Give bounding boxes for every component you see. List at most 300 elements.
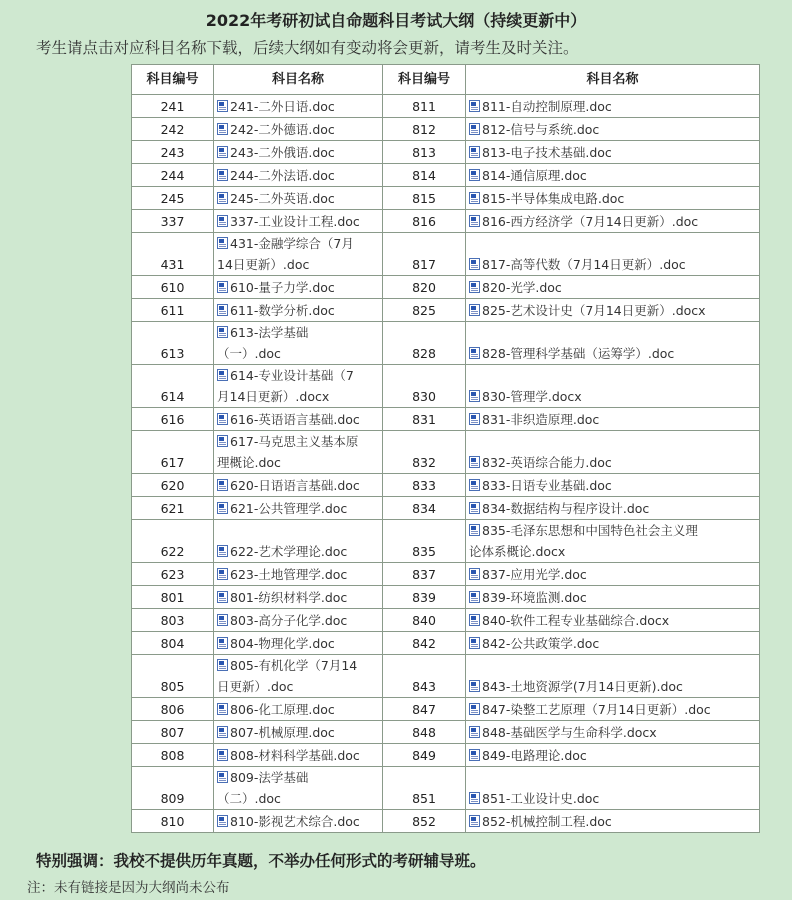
subject-file-link[interactable]	[469, 346, 674, 361]
table-row	[132, 586, 760, 609]
file-name: 804-物理化学.doc	[230, 636, 335, 651]
subject-file-cell-right	[466, 632, 760, 655]
file-name: 851-工业设计史.doc	[482, 791, 600, 806]
subject-file-link[interactable]	[469, 412, 599, 427]
subject-file-link[interactable]	[469, 501, 649, 516]
subject-file-cell-left	[214, 474, 383, 497]
subject-file-cell-right	[466, 431, 760, 474]
subject-file-cell-left	[214, 164, 383, 187]
subject-code-left: 431	[132, 233, 214, 276]
file-name: 811-自动控制原理.doc	[482, 99, 612, 114]
subject-file-link[interactable]	[469, 814, 612, 829]
subject-file-link[interactable]	[469, 214, 698, 229]
table-row	[132, 141, 760, 164]
subject-file-cell-right	[466, 233, 760, 276]
table-row	[132, 276, 760, 299]
word-doc-icon	[469, 390, 480, 402]
subject-file-link[interactable]	[469, 636, 599, 651]
subject-file-cell-left	[214, 609, 383, 632]
subject-file-cell-left	[214, 210, 383, 233]
subject-file-link[interactable]	[217, 303, 335, 318]
file-name: 808-材料科学基础.doc	[230, 748, 360, 763]
file-name: 610-量子力学.doc	[230, 280, 335, 295]
file-name: 621-公共管理学.doc	[230, 501, 348, 516]
intro-text: 考生请点击对应科目名称下载，后续大纲如有变动将会更新，请考生及时关注。	[36, 39, 579, 57]
file-name: 825-艺术设计史（7月14日更新）.docx	[482, 303, 706, 318]
subject-file-cell-right	[466, 563, 760, 586]
subject-file-cell-right	[466, 520, 760, 563]
subject-code-left: 810	[132, 810, 214, 833]
subject-code-left: 610	[132, 276, 214, 299]
file-name-line-2: （二）.doc	[217, 791, 281, 806]
table-row	[132, 408, 760, 431]
header-name-right: 科目名称	[466, 65, 760, 95]
file-name: 839-环境监测.doc	[482, 590, 587, 605]
subject-file-cell-left	[214, 655, 383, 698]
page-title: 2022年考研初试自命题科目考试大纲（持续更新中）	[205, 11, 587, 30]
subject-file-cell-left	[214, 520, 383, 563]
subject-code-right: 812	[383, 118, 466, 141]
subject-file-link[interactable]	[217, 636, 335, 651]
word-doc-icon	[217, 169, 228, 181]
subject-code-right: 843	[383, 655, 466, 698]
subject-file-link[interactable]	[469, 303, 706, 318]
word-doc-icon	[217, 815, 228, 827]
subject-file-link[interactable]	[469, 567, 587, 582]
subject-code-left: 620	[132, 474, 214, 497]
subject-file-link[interactable]	[217, 191, 335, 206]
subject-file-link[interactable]	[217, 613, 347, 628]
subject-file-link[interactable]	[469, 145, 612, 160]
subject-code-right: 851	[383, 767, 466, 810]
subject-file-link[interactable]	[469, 748, 587, 763]
subject-file-link[interactable]	[469, 702, 711, 717]
subject-file-link[interactable]	[217, 168, 335, 183]
file-name: 623-土地管理学.doc	[230, 567, 348, 582]
subject-file-link[interactable]	[217, 99, 335, 114]
subject-file-link[interactable]	[469, 257, 686, 272]
subject-code-right: 852	[383, 810, 466, 833]
file-name: 842-公共政策学.doc	[482, 636, 600, 651]
file-name-line-1	[217, 431, 379, 452]
subject-file-link[interactable]	[469, 99, 612, 114]
file-name: 244-二外法语.doc	[230, 168, 335, 183]
subject-file-cell-left	[214, 632, 383, 655]
subject-file-link[interactable]	[217, 567, 347, 582]
subject-file-link[interactable]	[217, 478, 360, 493]
subject-file-cell-left	[214, 118, 383, 141]
subject-code-left: 241	[132, 95, 214, 118]
file-name: 805-有机化学（7月14	[230, 658, 358, 673]
word-doc-icon	[469, 637, 480, 649]
table-row	[132, 497, 760, 520]
file-name: 820-光学.doc	[482, 280, 562, 295]
subject-code-left: 623	[132, 563, 214, 586]
table-row	[132, 95, 760, 118]
file-name-line-2: 月14日更新）.docx	[217, 389, 330, 404]
file-name-line-2: 14日更新）.doc	[217, 257, 310, 272]
table-row	[132, 187, 760, 210]
file-name-line-2: （一）.doc	[217, 346, 281, 361]
subject-code-left: 337	[132, 210, 214, 233]
file-name-line-1	[469, 520, 756, 541]
file-name: 616-英语语言基础.doc	[230, 412, 360, 427]
subject-code-right: 820	[383, 276, 466, 299]
subject-file-cell-right	[466, 474, 760, 497]
file-name-line-2: 论体系概论.docx	[469, 544, 566, 559]
word-doc-icon	[217, 100, 228, 112]
table-row	[132, 164, 760, 187]
subject-file-link[interactable]	[217, 412, 360, 427]
word-doc-icon	[469, 146, 480, 158]
subject-file-link[interactable]	[217, 431, 379, 473]
header-code-right: 科目编号	[383, 65, 466, 95]
subject-code-left: 244	[132, 164, 214, 187]
subject-file-cell-left	[214, 187, 383, 210]
subject-file-cell-left	[214, 563, 383, 586]
special-notice: 特别强调：我校不提供历年真题，不举办任何形式的考研辅导班。	[36, 852, 486, 870]
word-doc-icon	[469, 100, 480, 112]
word-doc-icon	[217, 146, 228, 158]
subject-code-left: 808	[132, 744, 214, 767]
word-doc-icon	[469, 413, 480, 425]
subject-file-cell-right	[466, 276, 760, 299]
word-doc-icon	[217, 545, 228, 557]
file-name: 622-艺术学理论.doc	[230, 544, 348, 559]
word-doc-icon	[217, 771, 228, 783]
word-doc-icon	[217, 703, 228, 715]
subject-code-right: 847	[383, 698, 466, 721]
word-doc-icon	[469, 192, 480, 204]
word-doc-icon	[217, 591, 228, 603]
subject-file-cell-left	[214, 431, 383, 474]
table-row	[132, 609, 760, 632]
subject-file-cell-left	[214, 721, 383, 744]
table-row	[132, 655, 760, 698]
file-name: 852-机械控制工程.doc	[482, 814, 612, 829]
file-name: 835-毛泽东思想和中国特色社会主义理	[482, 523, 698, 538]
file-name: 617-马克思主义基本原	[230, 434, 359, 449]
subject-file-link[interactable]	[217, 702, 335, 717]
word-doc-icon	[469, 304, 480, 316]
subject-code-right: 832	[383, 431, 466, 474]
subject-file-link[interactable]	[469, 122, 599, 137]
subject-file-link[interactable]	[217, 501, 347, 516]
subject-code-right: 830	[383, 365, 466, 408]
subject-file-cell-right	[466, 141, 760, 164]
subject-file-link[interactable]	[217, 322, 379, 364]
file-name-line-1	[217, 767, 379, 788]
syllabus-table	[131, 64, 760, 833]
subject-code-right: 839	[383, 586, 466, 609]
word-doc-icon	[217, 435, 228, 447]
subject-file-link[interactable]	[469, 590, 587, 605]
file-name: 812-信号与系统.doc	[482, 122, 600, 137]
table-row	[132, 744, 760, 767]
file-name: 245-二外英语.doc	[230, 191, 335, 206]
word-doc-icon	[469, 815, 480, 827]
subject-code-right: 816	[383, 210, 466, 233]
subject-file-link[interactable]	[469, 280, 562, 295]
file-name: 241-二外日语.doc	[230, 99, 335, 114]
file-name: 843-土地资源学(7月14日更新).doc	[482, 679, 683, 694]
subject-file-link[interactable]	[469, 791, 599, 806]
word-doc-icon	[469, 614, 480, 626]
subject-file-link[interactable]	[469, 168, 587, 183]
subject-code-right: 815	[383, 187, 466, 210]
subject-code-right: 833	[383, 474, 466, 497]
word-doc-icon	[217, 237, 228, 249]
header-name-left: 科目名称	[214, 65, 383, 95]
subject-file-cell-right	[466, 810, 760, 833]
file-name: 810-影视艺术综合.doc	[230, 814, 360, 829]
subject-file-cell-left	[214, 698, 383, 721]
file-name-line-1	[217, 322, 379, 343]
file-name: 815-半导体集成电路.doc	[482, 191, 625, 206]
subject-file-link[interactable]	[469, 191, 624, 206]
footnote: 注：未有链接是因为大纲尚未公布	[27, 880, 230, 896]
word-doc-icon	[217, 192, 228, 204]
word-doc-icon	[217, 326, 228, 338]
subject-file-cell-left	[214, 497, 383, 520]
word-doc-icon	[217, 215, 228, 227]
file-name: 243-二外俄语.doc	[230, 145, 335, 160]
subject-code-left: 801	[132, 586, 214, 609]
word-doc-icon	[217, 369, 228, 381]
table-header-row	[132, 65, 760, 95]
subject-code-left: 622	[132, 520, 214, 563]
subject-file-link[interactable]	[469, 389, 582, 404]
subject-file-link[interactable]	[217, 590, 347, 605]
word-doc-icon	[469, 703, 480, 715]
word-doc-icon	[217, 281, 228, 293]
word-doc-icon	[217, 304, 228, 316]
subject-code-right: 849	[383, 744, 466, 767]
subject-file-cell-left	[214, 586, 383, 609]
subject-file-link[interactable]	[217, 544, 347, 559]
file-name-line-2: 理概论.doc	[217, 455, 281, 470]
word-doc-icon	[217, 726, 228, 738]
subject-file-link[interactable]	[217, 748, 360, 763]
file-name: 242-二外德语.doc	[230, 122, 335, 137]
word-doc-icon	[469, 281, 480, 293]
file-name: 803-高分子化学.doc	[230, 613, 348, 628]
subject-code-left: 243	[132, 141, 214, 164]
file-name: 620-日语语言基础.doc	[230, 478, 360, 493]
word-doc-icon	[469, 258, 480, 270]
table-row	[132, 563, 760, 586]
word-doc-icon	[217, 568, 228, 580]
table-row	[132, 698, 760, 721]
subject-file-cell-right	[466, 767, 760, 810]
table-row	[132, 233, 760, 276]
word-doc-icon	[469, 123, 480, 135]
table-row	[132, 365, 760, 408]
file-name: 831-非织造原理.doc	[482, 412, 600, 427]
subject-code-left: 245	[132, 187, 214, 210]
subject-file-cell-right	[466, 187, 760, 210]
word-doc-icon	[469, 749, 480, 761]
table-row	[132, 299, 760, 322]
file-name: 337-工业设计工程.doc	[230, 214, 360, 229]
subject-file-link[interactable]	[217, 365, 379, 407]
file-name: 828-管理科学基础（运筹学）.doc	[482, 346, 675, 361]
subject-file-link[interactable]	[217, 233, 379, 275]
subject-code-right: 825	[383, 299, 466, 322]
subject-file-cell-left	[214, 767, 383, 810]
word-doc-icon	[217, 659, 228, 671]
file-name: 849-电路理论.doc	[482, 748, 587, 763]
table-row	[132, 810, 760, 833]
header-code-left: 科目编号	[132, 65, 214, 95]
file-name: 834-数据结构与程序设计.doc	[482, 501, 650, 516]
file-name: 814-通信原理.doc	[482, 168, 587, 183]
file-name: 614-专业设计基础（7	[230, 368, 354, 383]
word-doc-icon	[469, 591, 480, 603]
subject-file-cell-right	[466, 497, 760, 520]
subject-code-left: 805	[132, 655, 214, 698]
word-doc-icon	[217, 502, 228, 514]
subject-code-left: 807	[132, 721, 214, 744]
subject-file-cell-left	[214, 810, 383, 833]
subject-file-cell-left	[214, 744, 383, 767]
word-doc-icon	[217, 637, 228, 649]
subject-file-link[interactable]	[469, 520, 756, 562]
subject-code-left: 806	[132, 698, 214, 721]
subject-file-cell-right	[466, 95, 760, 118]
subject-code-right: 842	[383, 632, 466, 655]
word-doc-icon	[469, 726, 480, 738]
subject-code-right: 817	[383, 233, 466, 276]
subject-code-left: 611	[132, 299, 214, 322]
subject-file-cell-right	[466, 586, 760, 609]
subject-file-link[interactable]	[217, 814, 360, 829]
file-name: 806-化工原理.doc	[230, 702, 335, 717]
word-doc-icon	[469, 524, 480, 536]
table-row	[132, 210, 760, 233]
subject-code-left: 617	[132, 431, 214, 474]
subject-file-link[interactable]	[217, 725, 335, 740]
subject-code-left: 616	[132, 408, 214, 431]
subject-code-right: 834	[383, 497, 466, 520]
subject-code-right: 813	[383, 141, 466, 164]
word-doc-icon	[217, 614, 228, 626]
word-doc-icon	[469, 479, 480, 491]
subject-file-link[interactable]	[469, 455, 612, 470]
file-name: 813-电子技术基础.doc	[482, 145, 612, 160]
subject-file-link[interactable]	[217, 280, 335, 295]
file-name: 816-西方经济学（7月14日更新）.doc	[482, 214, 699, 229]
file-name: 847-染整工艺原理（7月14日更新）.doc	[482, 702, 711, 717]
subject-file-cell-left	[214, 141, 383, 164]
table-row	[132, 520, 760, 563]
subject-file-cell-right	[466, 322, 760, 365]
subject-file-cell-left	[214, 408, 383, 431]
subject-file-link[interactable]	[469, 478, 612, 493]
subject-file-link[interactable]	[469, 679, 683, 694]
file-name-line-1	[217, 233, 379, 254]
word-doc-icon	[469, 215, 480, 227]
file-name: 830-管理学.docx	[482, 389, 582, 404]
subject-file-cell-left	[214, 365, 383, 408]
subject-file-cell-left	[214, 299, 383, 322]
file-name: 801-纺织材料学.doc	[230, 590, 348, 605]
subject-file-link[interactable]	[217, 767, 379, 809]
subject-code-right: 811	[383, 95, 466, 118]
file-name: 832-英语综合能力.doc	[482, 455, 612, 470]
subject-code-left: 621	[132, 497, 214, 520]
word-doc-icon	[217, 749, 228, 761]
subject-file-link[interactable]	[217, 214, 360, 229]
table-row	[132, 322, 760, 365]
subject-code-right: 848	[383, 721, 466, 744]
word-doc-icon	[469, 347, 480, 359]
word-doc-icon	[217, 413, 228, 425]
subject-code-left: 809	[132, 767, 214, 810]
word-doc-icon	[469, 502, 480, 514]
subject-file-cell-right	[466, 118, 760, 141]
subject-file-link[interactable]	[469, 613, 669, 628]
file-name-line-1	[217, 655, 379, 676]
file-name: 837-应用光学.doc	[482, 567, 587, 582]
subject-file-link[interactable]	[217, 145, 335, 160]
word-doc-icon	[217, 123, 228, 135]
subject-file-cell-right	[466, 655, 760, 698]
file-name: 833-日语专业基础.doc	[482, 478, 612, 493]
file-name: 817-高等代数（7月14日更新）.doc	[482, 257, 686, 272]
subject-code-left: 804	[132, 632, 214, 655]
subject-file-cell-left	[214, 276, 383, 299]
table-row	[132, 721, 760, 744]
file-name-line-1	[217, 365, 379, 386]
subject-code-left: 803	[132, 609, 214, 632]
file-name: 809-法学基础	[230, 770, 309, 785]
subject-code-right: 828	[383, 322, 466, 365]
subject-code-left: 242	[132, 118, 214, 141]
subject-file-cell-right	[466, 365, 760, 408]
subject-code-right: 837	[383, 563, 466, 586]
subject-code-left: 614	[132, 365, 214, 408]
subject-code-right: 840	[383, 609, 466, 632]
subject-code-left: 613	[132, 322, 214, 365]
word-doc-icon	[469, 456, 480, 468]
subject-file-link[interactable]	[217, 655, 379, 697]
table-row	[132, 632, 760, 655]
table-row	[132, 767, 760, 810]
subject-file-link[interactable]	[217, 122, 335, 137]
subject-file-cell-right	[466, 299, 760, 322]
file-name: 848-基础医学与生命科学.docx	[482, 725, 657, 740]
file-name: 840-软件工程专业基础综合.docx	[482, 613, 670, 628]
subject-code-right: 835	[383, 520, 466, 563]
word-doc-icon	[469, 680, 480, 692]
file-name: 613-法学基础	[230, 325, 309, 340]
subject-file-cell-left	[214, 233, 383, 276]
subject-file-cell-left	[214, 322, 383, 365]
subject-file-link[interactable]	[469, 725, 657, 740]
subject-file-cell-right	[466, 609, 760, 632]
file-name: 431-金融学综合（7月	[230, 236, 354, 251]
table-row	[132, 431, 760, 474]
subject-file-cell-right	[466, 210, 760, 233]
file-name: 611-数学分析.doc	[230, 303, 335, 318]
file-name: 807-机械原理.doc	[230, 725, 335, 740]
subject-file-cell-right	[466, 698, 760, 721]
table-row	[132, 474, 760, 497]
table-row	[132, 118, 760, 141]
word-doc-icon	[217, 479, 228, 491]
word-doc-icon	[469, 568, 480, 580]
